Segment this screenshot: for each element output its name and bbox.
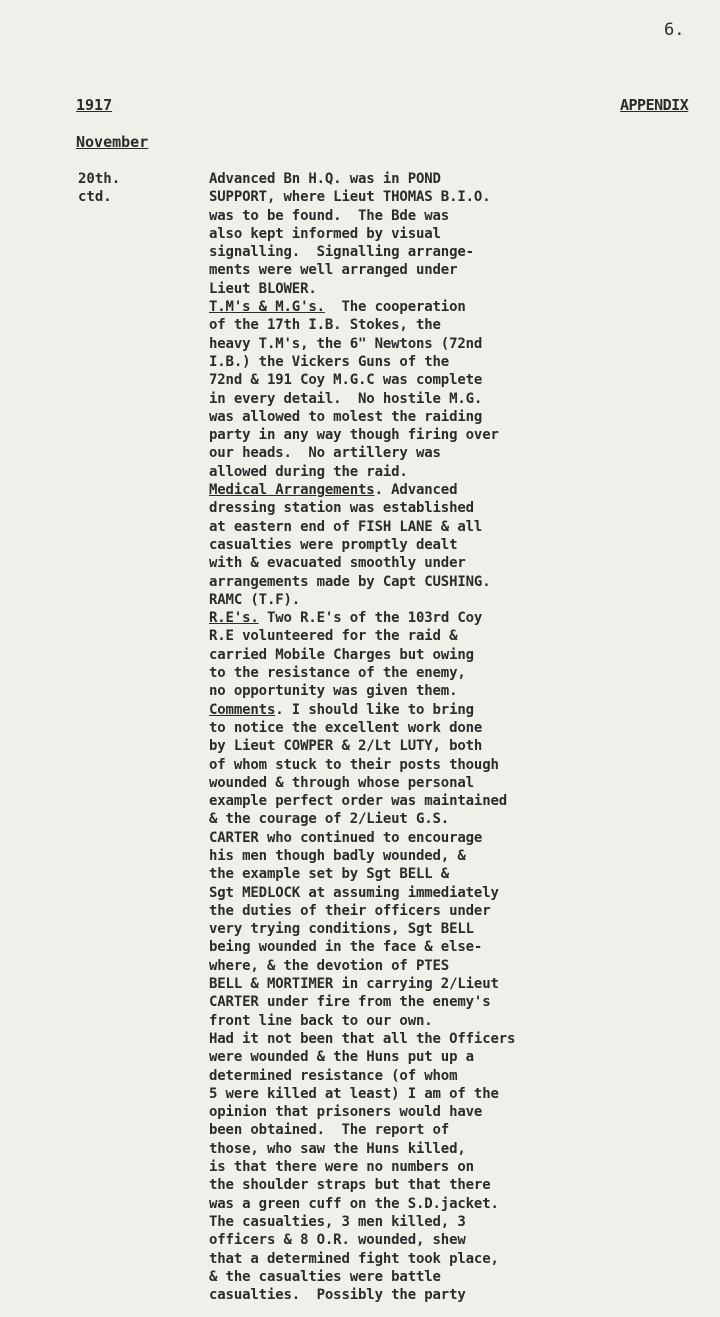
body-line [209,975,714,993]
line-text: were wounded & the Huns put up a [209,1049,474,1066]
body-line [209,444,714,462]
body-line [209,335,714,353]
line-text: 5 were killed at least) I am of the [209,1085,499,1102]
body-line [209,829,714,847]
body-line [209,682,714,700]
line-text: SUPPORT, where Lieut THOMAS B.I.O. [209,189,491,206]
line-text: dressing station was established [209,500,474,517]
body-line [209,884,714,902]
body-line [209,1231,714,1249]
body-line [209,1250,714,1268]
body-line [209,1268,714,1286]
body-line [209,1195,714,1213]
body-line [209,847,714,865]
line-text: example perfect order was maintained [209,793,508,810]
line-text: being wounded in the face & else- [209,939,483,956]
line-text: party in any way though firing over [209,427,499,444]
body-line [209,499,714,517]
body-line [209,1012,714,1030]
body-line [209,810,714,828]
body-line [209,774,714,792]
date-continued: ctd. [78,189,112,206]
line-text: was to be found. The Bde was [209,207,450,224]
body-line [209,938,714,956]
line-text: CARTER under fire from the enemy's [209,994,491,1011]
body-line [209,792,714,810]
line-text: RAMC (T.F). [209,591,301,608]
body-line [209,627,714,645]
body-line [209,1030,714,1048]
line-text: I.B.) the Vickers Guns of the [209,353,450,370]
line-text: & the casualties were battle [209,1268,441,1285]
line-text: with & evacuated smoothly under [209,555,466,572]
line-text: Sgt MEDLOCK at assuming immediately [209,884,499,901]
page-number: 6. [664,20,685,40]
line-text: to notice the excellent work done [209,719,483,736]
line-text: wounded & through whose personal [209,774,474,791]
line-text: casualties. Possibly the party [209,1287,466,1304]
body-line [209,225,714,243]
line-text: Had it not been that all the Officers [209,1030,516,1047]
line-text: was allowed to molest the raiding [209,408,483,425]
body-line [209,518,714,536]
body-line [209,573,714,591]
body-line [209,243,714,261]
body-line [209,298,714,316]
line-text: Advanced Bn H.Q. was in POND [209,171,441,187]
line-text: was a green cuff on the S.D.jacket. [209,1195,499,1212]
body-line [209,261,714,279]
body-line [209,1176,714,1194]
body-line [209,591,714,609]
body-line [209,207,714,225]
line-text: at eastern end of FISH LANE & all [209,518,483,535]
line-text: . Advanced [374,482,458,499]
appendix-heading: APPENDIX [620,96,689,114]
line-text: determined resistance (of whom [209,1067,458,1084]
section-heading: T.M's & M.G's. [209,299,325,316]
body-line [209,1140,714,1158]
line-text: our heads. No artillery was [209,445,441,462]
body-line [209,280,714,298]
line-text: opinion that prisoners would have [209,1104,483,1121]
body-line [209,390,714,408]
line-text: very trying conditions, Sgt BELL [209,921,474,938]
body-line [209,609,714,627]
line-text: that a determined fight took place, [209,1250,499,1267]
body-line [209,554,714,572]
line-text: The casualties, 3 men killed, 3 [209,1213,466,1230]
line-text: his men though badly wounded, & [209,847,466,864]
body-line [209,1085,714,1103]
line-text: no opportunity was given them. [209,683,458,700]
body-line [209,920,714,938]
line-text: R.E volunteered for the raid & [209,628,458,645]
body-line [209,737,714,755]
body-line [209,536,714,554]
body-line [209,1121,714,1139]
body-line [209,646,714,664]
line-text: front line back to our own. [209,1012,433,1029]
body-line [209,1286,714,1304]
body-line [209,756,714,774]
body-line [209,170,714,188]
line-text: arrangements made by Capt CUSHING. [209,573,491,590]
body-line [209,1213,714,1231]
body-line [209,371,714,389]
date-day: 20th. [78,171,121,187]
body-line [209,1048,714,1066]
line-text: where, & the devotion of PTES [209,957,450,974]
body-line [209,719,714,737]
line-text: to the resistance of the enemy, [209,665,466,682]
body-line [209,408,714,426]
line-text: of the 17th I.B. Stokes, the [209,317,441,334]
line-text: is that there were no numbers on [209,1159,474,1176]
line-text: heavy T.M's, the 6" Newtons (72nd [209,335,483,352]
body-line [209,1158,714,1176]
body-line [209,865,714,883]
diary-body-text [209,170,714,1304]
line-text: allowed during the raid. [209,463,408,480]
line-text: . I should like to bring [275,701,474,718]
line-text: & the courage of 2/Lieut G.S. [209,811,450,828]
line-text: Two R.E's of the 103rd Coy [258,610,483,627]
year-heading: 1917 [76,96,113,114]
date-column [78,170,120,207]
line-text: carried Mobile Charges but owing [209,646,474,663]
line-text: those, who saw the Huns killed, [209,1140,466,1157]
line-text: BELL & MORTIMER in carrying 2/Lieut [209,976,499,993]
body-line [209,993,714,1011]
body-line [209,316,714,334]
body-line [209,902,714,920]
body-line [209,463,714,481]
body-line [209,1103,714,1121]
line-text: also kept informed by visual [209,225,441,242]
line-text: casualties were promptly dealt [209,536,458,553]
line-text: the example set by Sgt BELL & [209,866,450,883]
month-heading: November [76,133,149,151]
body-line [209,353,714,371]
line-text: CARTER who continued to encourage [209,829,483,846]
section-heading: Medical Arrangements [209,482,375,499]
body-line [209,664,714,682]
line-text: officers & 8 O.R. wounded, shew [209,1232,466,1249]
body-line [209,188,714,206]
body-line [209,957,714,975]
section-heading: R.E's. [209,610,259,627]
line-text: in every detail. No hostile M.G. [209,390,483,407]
line-text: The cooperation [324,299,466,316]
body-line [209,426,714,444]
line-text: the shoulder straps but that there [209,1177,491,1194]
line-text: signalling. Signalling arrange- [209,244,474,261]
line-text: 72nd & 191 Coy M.G.C was complete [209,372,483,389]
body-line [209,1067,714,1085]
body-line [209,701,714,719]
body-line [209,481,714,499]
line-text: Lieut BLOWER. [209,280,317,297]
section-heading: Comments [209,701,276,718]
line-text: by Lieut COWPER & 2/Lt LUTY, both [209,738,483,755]
line-text: been obtained. The report of [209,1122,450,1139]
line-text: of whom stuck to their posts though [209,756,499,773]
line-text: the duties of their officers under [209,902,491,919]
line-text: ments were well arranged under [209,262,458,279]
